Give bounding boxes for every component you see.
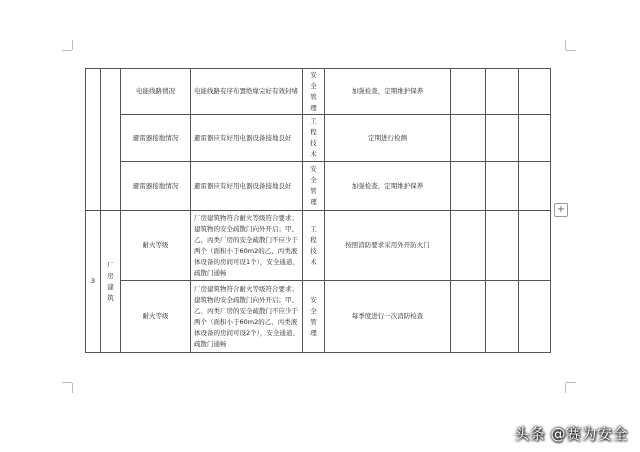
department-char: 安 — [310, 295, 317, 304]
department-cell — [303, 162, 325, 211]
department-char: 理 — [310, 103, 317, 112]
empty-cell — [519, 162, 551, 211]
standard-cell: 厂房建筑物符合耐火等级符合要求；建筑物的安全疏散门向外开启；甲、乙、丙类厂房的安全疏散门不应少于两个（面积小于60m2的乙、丙类液体设备的房间可设1个），安全通道、疏散门通畅 — [191, 211, 303, 281]
measure-cell: 加强检查，定期维护保养 — [325, 162, 451, 211]
department-cell — [303, 69, 325, 115]
standard-cell: 电能线路有序布置绝缘完好有效封堵 — [191, 69, 303, 115]
department-char: 全 — [310, 81, 317, 90]
department-char: 安 — [310, 70, 317, 79]
measure-cell: 每季度进行一次消防检查 — [325, 281, 451, 353]
empty-cell — [519, 211, 551, 281]
department-char: 术 — [310, 150, 317, 158]
department-char: 工 — [310, 117, 317, 125]
crop-mark-top-left — [72, 40, 73, 50]
table-row — [86, 281, 551, 353]
category-char: 建 — [107, 282, 114, 291]
measure-cell: 加强检查，定期维护保养 — [325, 69, 451, 115]
department-char: 技 — [310, 139, 317, 147]
crop-mark-bottom-left-h — [62, 382, 72, 383]
number-cell — [86, 69, 101, 211]
department-char: 全 — [310, 306, 317, 315]
crop-mark-bottom-right-h — [566, 382, 576, 383]
crop-mark-bottom-right — [565, 383, 566, 393]
department-char: 术 — [310, 257, 317, 266]
item-cell: 避雷器接地情况 — [121, 162, 191, 211]
empty-cell — [486, 162, 519, 211]
category-cell — [101, 69, 121, 211]
department-char: 程 — [310, 235, 317, 244]
empty-cell — [486, 69, 519, 115]
empty-cell — [451, 281, 486, 353]
empty-cell — [486, 115, 519, 162]
item-cell: 耐火等级 — [121, 211, 191, 281]
department-char: 工 — [310, 224, 317, 233]
empty-cell — [451, 115, 486, 162]
department-cell — [303, 115, 325, 162]
category-char: 厂 — [107, 260, 114, 269]
item-cell: 电能线路情况 — [121, 69, 191, 115]
standard-cell: 厂房建筑物符合耐火等级符合要求；建筑物的安全疏散门向外开启；甲、乙、丙类厂房的安全疏散门不应少于两个（面积小于60m2的乙、丙类液体设备的房间可设2个），安全通道、疏散门通畅 — [191, 281, 303, 353]
watermark: 头条 @赛为安全 — [514, 425, 628, 443]
crop-mark-top-right — [565, 40, 566, 50]
item-cell: 避雷器接地情况 — [121, 115, 191, 162]
department-cell — [303, 211, 325, 281]
measure-cell: 定期进行检测 — [325, 115, 451, 162]
standard-cell: 避雷器应有好用电器设备接地良好 — [191, 162, 303, 211]
table-row — [86, 211, 551, 281]
measure-cell: 按照消防要求采用外开防火门 — [325, 211, 451, 281]
empty-cell — [486, 281, 519, 353]
category-char: 房 — [107, 271, 114, 280]
department-char: 管 — [310, 187, 317, 195]
empty-cell — [519, 281, 551, 353]
crop-mark-top-left-h — [62, 50, 72, 51]
table-row — [86, 69, 551, 115]
category-cell — [101, 211, 121, 353]
department-char: 安 — [310, 165, 317, 173]
table-row — [86, 115, 551, 162]
crop-mark-bottom-left — [72, 383, 73, 393]
add-column-button[interactable]: + — [554, 203, 568, 217]
category-char: 筑 — [107, 293, 114, 302]
crop-mark-top-right-h — [566, 50, 576, 51]
department-char: 管 — [310, 92, 317, 101]
empty-cell — [519, 115, 551, 162]
table-row — [86, 162, 551, 211]
department-char: 理 — [310, 328, 317, 337]
department-char: 理 — [310, 198, 317, 206]
empty-cell — [486, 211, 519, 281]
inspection-table — [85, 68, 551, 353]
empty-cell — [451, 211, 486, 281]
standard-cell: 避雷器应有好用电器设备接地良好 — [191, 115, 303, 162]
department-char: 管 — [310, 317, 317, 326]
department-cell — [303, 281, 325, 353]
empty-cell — [519, 69, 551, 115]
item-cell: 耐火等级 — [121, 281, 191, 353]
empty-cell — [451, 69, 486, 115]
department-char: 程 — [310, 128, 317, 136]
empty-cell — [451, 162, 486, 211]
number-cell: 3 — [86, 211, 101, 353]
department-char: 全 — [310, 176, 317, 184]
department-char: 技 — [310, 246, 317, 255]
